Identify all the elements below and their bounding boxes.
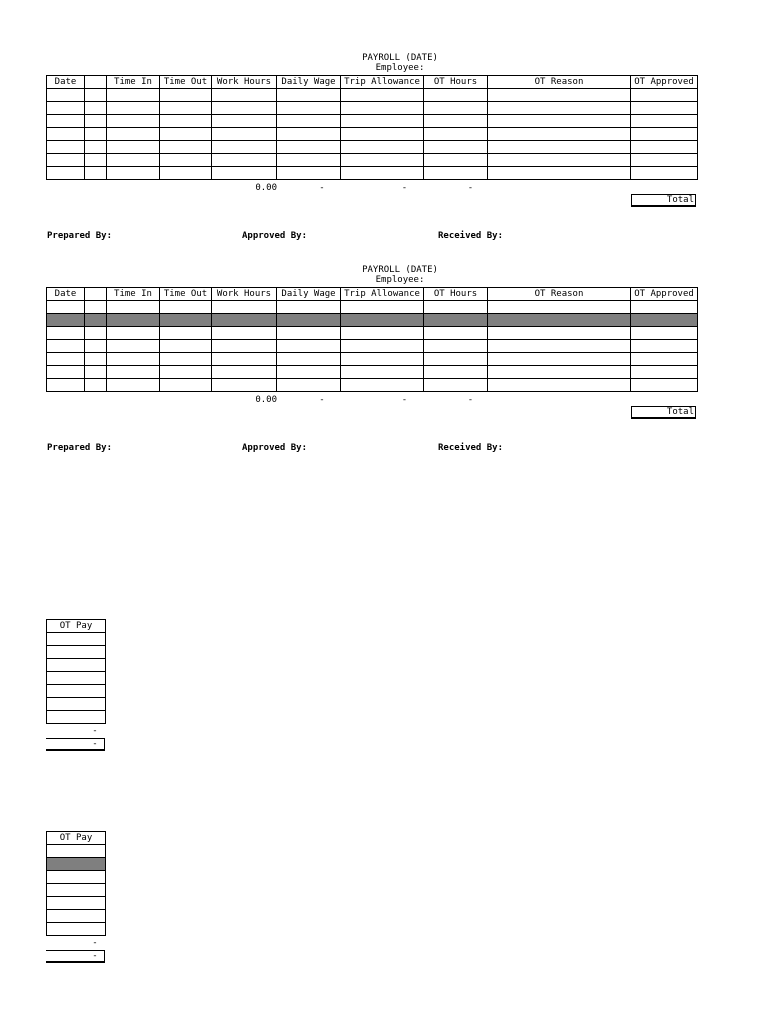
table-cell[interactable] bbox=[107, 366, 160, 379]
table-cell[interactable] bbox=[341, 167, 424, 180]
table-cell[interactable] bbox=[631, 314, 698, 327]
table-cell[interactable] bbox=[85, 353, 107, 366]
table-cell[interactable] bbox=[160, 379, 212, 392]
table-cell[interactable] bbox=[424, 154, 488, 167]
table-cell[interactable] bbox=[212, 167, 277, 180]
table-cell[interactable] bbox=[631, 379, 698, 392]
table-cell[interactable] bbox=[424, 115, 488, 128]
table-cell[interactable] bbox=[277, 340, 341, 353]
table-row[interactable] bbox=[47, 672, 106, 685]
table-cell[interactable] bbox=[424, 340, 488, 353]
table-cell[interactable] bbox=[631, 102, 698, 115]
column-header-ot-approved: OT Approved bbox=[631, 76, 698, 89]
table-row[interactable] bbox=[47, 366, 698, 379]
table-cell[interactable] bbox=[107, 89, 160, 102]
table-cell[interactable] bbox=[424, 141, 488, 154]
table-cell[interactable] bbox=[631, 141, 698, 154]
received-by-label: Received By: bbox=[438, 231, 504, 241]
table-cell[interactable] bbox=[424, 353, 488, 366]
table-row[interactable] bbox=[47, 353, 698, 366]
table-cell[interactable] bbox=[277, 327, 341, 340]
prepared-by-label: Prepared By: bbox=[47, 231, 113, 241]
table-row[interactable] bbox=[47, 685, 106, 698]
table-cell[interactable] bbox=[85, 167, 107, 180]
work-hours-total: 0.00 bbox=[255, 395, 277, 405]
table-cell[interactable] bbox=[212, 128, 277, 141]
table-cell[interactable] bbox=[85, 89, 107, 102]
total-box: Total bbox=[631, 194, 696, 207]
table-cell[interactable] bbox=[212, 327, 277, 340]
table-cell[interactable] bbox=[424, 314, 488, 327]
table-cell[interactable] bbox=[341, 353, 424, 366]
table-cell[interactable] bbox=[488, 340, 631, 353]
column-header-ot-reason: OT Reason bbox=[488, 76, 631, 89]
table-row[interactable] bbox=[47, 379, 698, 392]
table-cell[interactable] bbox=[47, 672, 106, 685]
column-header-daily-wage: Daily Wage bbox=[277, 288, 341, 301]
table-row[interactable] bbox=[47, 646, 106, 659]
table-cell[interactable] bbox=[85, 301, 107, 314]
table-cell[interactable] bbox=[341, 115, 424, 128]
table-cell[interactable] bbox=[47, 685, 106, 698]
table-cell[interactable] bbox=[47, 115, 85, 128]
table-cell[interactable] bbox=[107, 128, 160, 141]
table-cell[interactable] bbox=[488, 301, 631, 314]
table-cell[interactable] bbox=[47, 327, 85, 340]
table-cell[interactable] bbox=[341, 314, 424, 327]
daily-wage-total: - bbox=[319, 395, 325, 405]
table-cell[interactable] bbox=[47, 711, 106, 724]
table-cell[interactable] bbox=[160, 154, 212, 167]
ot-pay-table bbox=[46, 831, 106, 936]
table-cell[interactable] bbox=[47, 884, 106, 897]
table-cell[interactable] bbox=[488, 314, 631, 327]
table-cell[interactable] bbox=[47, 923, 106, 936]
table-cell[interactable] bbox=[631, 167, 698, 180]
table-cell[interactable] bbox=[424, 128, 488, 141]
column-header-trip-allowance: Trip Allowance bbox=[341, 288, 424, 301]
table-cell[interactable] bbox=[341, 379, 424, 392]
column-header-daily-wage: Daily Wage bbox=[277, 76, 341, 89]
table-row[interactable] bbox=[47, 923, 106, 936]
table-cell[interactable] bbox=[341, 102, 424, 115]
table-cell[interactable] bbox=[631, 115, 698, 128]
table-cell[interactable] bbox=[424, 379, 488, 392]
table-cell[interactable] bbox=[47, 646, 106, 659]
column-header-work-hours: Work Hours bbox=[212, 288, 277, 301]
table-cell[interactable] bbox=[85, 128, 107, 141]
table-cell[interactable] bbox=[488, 353, 631, 366]
approved-by-label: Approved By: bbox=[242, 443, 308, 453]
table-cell[interactable] bbox=[424, 89, 488, 102]
table-cell[interactable] bbox=[85, 115, 107, 128]
table-cell[interactable] bbox=[631, 327, 698, 340]
table-cell[interactable] bbox=[212, 353, 277, 366]
table-cell[interactable] bbox=[107, 353, 160, 366]
column-header-date: Date bbox=[47, 288, 85, 301]
table-cell[interactable] bbox=[277, 128, 341, 141]
table-row[interactable] bbox=[47, 910, 106, 923]
table-cell[interactable] bbox=[85, 141, 107, 154]
table-row-selected[interactable] bbox=[47, 858, 106, 871]
table-row[interactable] bbox=[47, 115, 698, 128]
table-cell[interactable] bbox=[160, 353, 212, 366]
table-cell[interactable] bbox=[107, 314, 160, 327]
table-cell[interactable] bbox=[85, 154, 107, 167]
table-cell[interactable] bbox=[160, 340, 212, 353]
table-cell[interactable] bbox=[277, 379, 341, 392]
table-cell[interactable] bbox=[212, 314, 277, 327]
table-cell[interactable] bbox=[47, 301, 85, 314]
table-cell[interactable] bbox=[277, 141, 341, 154]
table-cell[interactable] bbox=[277, 353, 341, 366]
ot-pay-header: OT Pay bbox=[47, 620, 106, 633]
table-cell[interactable] bbox=[85, 379, 107, 392]
table-cell[interactable] bbox=[160, 167, 212, 180]
table-cell[interactable] bbox=[212, 154, 277, 167]
table-row[interactable] bbox=[47, 167, 698, 180]
employee-label: Employee: bbox=[375, 63, 425, 73]
table-cell[interactable] bbox=[341, 89, 424, 102]
column-header-ot-reason: OT Reason bbox=[488, 288, 631, 301]
table-cell[interactable] bbox=[277, 115, 341, 128]
table-cell[interactable] bbox=[160, 141, 212, 154]
table-cell[interactable] bbox=[341, 154, 424, 167]
prepared-by-label: Prepared By: bbox=[47, 443, 113, 453]
table-cell[interactable] bbox=[47, 366, 85, 379]
ot-pay-total-value: - bbox=[92, 951, 98, 961]
table-cell[interactable] bbox=[212, 366, 277, 379]
table-cell[interactable] bbox=[488, 115, 631, 128]
table-cell[interactable] bbox=[277, 314, 341, 327]
work-hours-total: 0.00 bbox=[255, 183, 277, 193]
table-cell[interactable] bbox=[277, 167, 341, 180]
table-cell[interactable] bbox=[631, 154, 698, 167]
table-cell[interactable] bbox=[277, 366, 341, 379]
table-row[interactable] bbox=[47, 102, 698, 115]
table-cell[interactable] bbox=[424, 327, 488, 340]
table-cell[interactable] bbox=[47, 89, 85, 102]
table-cell[interactable] bbox=[107, 102, 160, 115]
total-box: Total bbox=[631, 406, 696, 419]
table-cell[interactable] bbox=[85, 102, 107, 115]
table-row[interactable] bbox=[47, 154, 698, 167]
column-header-date: Date bbox=[47, 76, 85, 89]
table-cell[interactable] bbox=[107, 154, 160, 167]
column-header-trip-allowance: Trip Allowance bbox=[341, 76, 424, 89]
table-cell[interactable] bbox=[160, 89, 212, 102]
table-cell[interactable] bbox=[85, 314, 107, 327]
table-cell[interactable] bbox=[47, 858, 106, 871]
table-cell[interactable] bbox=[160, 366, 212, 379]
column-header-ot-hours: OT Hours bbox=[424, 288, 488, 301]
table-cell[interactable] bbox=[47, 141, 85, 154]
table-cell[interactable] bbox=[47, 154, 85, 167]
employee-label: Employee: bbox=[375, 275, 425, 285]
table-cell[interactable] bbox=[424, 102, 488, 115]
table-cell[interactable] bbox=[424, 301, 488, 314]
table-cell[interactable] bbox=[47, 340, 85, 353]
table-cell[interactable] bbox=[341, 340, 424, 353]
table-cell[interactable] bbox=[212, 301, 277, 314]
table-header-row bbox=[47, 288, 698, 301]
table-cell[interactable] bbox=[277, 89, 341, 102]
ot-pay-sum bbox=[46, 726, 104, 736]
table-cell[interactable] bbox=[488, 327, 631, 340]
column-header-blank bbox=[85, 288, 107, 301]
table-cell[interactable] bbox=[85, 327, 107, 340]
approved-by-label: Approved By: bbox=[242, 231, 308, 241]
column-header-ot-hours: OT Hours bbox=[424, 76, 488, 89]
column-header-blank bbox=[85, 76, 107, 89]
table-cell[interactable] bbox=[47, 128, 85, 141]
table-cell[interactable] bbox=[107, 340, 160, 353]
table-row[interactable] bbox=[47, 845, 106, 858]
table-row[interactable] bbox=[47, 301, 698, 314]
ot-pay-total-value: - bbox=[92, 739, 98, 749]
table-cell[interactable] bbox=[277, 102, 341, 115]
payroll-table bbox=[46, 75, 698, 180]
table-cell[interactable] bbox=[488, 141, 631, 154]
column-header-ot-approved: OT Approved bbox=[631, 288, 698, 301]
table-cell[interactable] bbox=[212, 141, 277, 154]
table-cell[interactable] bbox=[212, 102, 277, 115]
table-cell[interactable] bbox=[277, 154, 341, 167]
column-header-work-hours: Work Hours bbox=[212, 76, 277, 89]
table-cell[interactable] bbox=[85, 366, 107, 379]
ot-pay-sum bbox=[46, 938, 104, 948]
table-cell[interactable] bbox=[341, 366, 424, 379]
table-cell[interactable] bbox=[47, 871, 106, 884]
table-cell[interactable] bbox=[47, 167, 85, 180]
ot-pay-header: OT Pay bbox=[47, 832, 106, 845]
table-cell[interactable] bbox=[488, 379, 631, 392]
table-row[interactable] bbox=[47, 871, 106, 884]
table-cell[interactable] bbox=[47, 102, 85, 115]
table-cell[interactable] bbox=[107, 379, 160, 392]
table-cell[interactable] bbox=[47, 910, 106, 923]
table-cell[interactable] bbox=[85, 340, 107, 353]
payroll-table bbox=[46, 287, 698, 392]
table-cell[interactable] bbox=[212, 340, 277, 353]
table-cell[interactable] bbox=[488, 128, 631, 141]
table-cell[interactable] bbox=[212, 379, 277, 392]
payroll-title: PAYROLL (DATE) bbox=[362, 265, 438, 275]
table-cell[interactable] bbox=[341, 128, 424, 141]
table-cell[interactable] bbox=[160, 115, 212, 128]
table-cell[interactable] bbox=[47, 659, 106, 672]
ot-hours-total: - bbox=[467, 183, 474, 193]
ot-pay-total-box bbox=[46, 950, 105, 963]
table-row[interactable] bbox=[47, 711, 106, 724]
table-row[interactable] bbox=[47, 633, 106, 646]
table-cell[interactable] bbox=[107, 115, 160, 128]
column-header-time-out: Time Out bbox=[160, 76, 212, 89]
table-row[interactable] bbox=[47, 698, 106, 711]
payroll-title: PAYROLL (DATE) bbox=[362, 53, 438, 63]
table-cell[interactable] bbox=[631, 353, 698, 366]
ot-pay-total-box bbox=[46, 738, 105, 751]
table-cell[interactable] bbox=[107, 327, 160, 340]
table-row[interactable] bbox=[47, 89, 698, 102]
table-cell[interactable] bbox=[212, 115, 277, 128]
table-cell[interactable] bbox=[160, 314, 212, 327]
table-cell[interactable] bbox=[488, 154, 631, 167]
table-row[interactable] bbox=[47, 128, 698, 141]
table-cell[interactable] bbox=[47, 633, 106, 646]
table-cell[interactable] bbox=[107, 301, 160, 314]
table-row[interactable] bbox=[47, 327, 698, 340]
table-cell[interactable] bbox=[47, 353, 85, 366]
table-cell[interactable] bbox=[107, 141, 160, 154]
ot-pay-table bbox=[46, 619, 106, 724]
table-header-row bbox=[47, 76, 698, 89]
table-cell[interactable] bbox=[47, 314, 85, 327]
table-cell[interactable] bbox=[160, 327, 212, 340]
table-cell[interactable] bbox=[107, 167, 160, 180]
table-cell[interactable] bbox=[424, 366, 488, 379]
table-cell[interactable] bbox=[488, 366, 631, 379]
table-cell[interactable] bbox=[631, 89, 698, 102]
table-cell[interactable] bbox=[160, 301, 212, 314]
table-cell[interactable] bbox=[47, 897, 106, 910]
ot-pay-sum-value: - bbox=[92, 726, 98, 736]
table-cell[interactable] bbox=[631, 128, 698, 141]
table-cell[interactable] bbox=[631, 366, 698, 379]
table-cell[interactable] bbox=[631, 301, 698, 314]
table-cell[interactable] bbox=[47, 379, 85, 392]
ot-hours-total: - bbox=[467, 395, 474, 405]
table-cell[interactable] bbox=[160, 102, 212, 115]
table-cell[interactable] bbox=[488, 89, 631, 102]
trip-allowance-total: - bbox=[401, 395, 408, 405]
table-row[interactable] bbox=[47, 340, 698, 353]
ot-pay-sum-value: - bbox=[92, 938, 98, 948]
table-cell[interactable] bbox=[47, 845, 106, 858]
table-cell[interactable] bbox=[488, 102, 631, 115]
table-row[interactable] bbox=[47, 884, 106, 897]
column-header-time-in: Time In bbox=[107, 76, 160, 89]
table-cell[interactable] bbox=[341, 301, 424, 314]
table-cell[interactable] bbox=[212, 89, 277, 102]
table-row[interactable] bbox=[47, 141, 698, 154]
table-cell[interactable] bbox=[488, 167, 631, 180]
column-header-time-in: Time In bbox=[107, 288, 160, 301]
table-cell[interactable] bbox=[631, 340, 698, 353]
received-by-label: Received By: bbox=[438, 443, 504, 453]
table-row-selected[interactable] bbox=[47, 314, 698, 327]
table-cell[interactable] bbox=[341, 327, 424, 340]
table-cell[interactable] bbox=[277, 301, 341, 314]
table-cell[interactable] bbox=[47, 698, 106, 711]
daily-wage-total: - bbox=[319, 183, 325, 193]
table-row[interactable] bbox=[47, 659, 106, 672]
trip-allowance-total: - bbox=[401, 183, 408, 193]
table-cell[interactable] bbox=[160, 128, 212, 141]
table-row[interactable] bbox=[47, 897, 106, 910]
column-header-time-out: Time Out bbox=[160, 288, 212, 301]
table-cell[interactable] bbox=[341, 141, 424, 154]
table-cell[interactable] bbox=[424, 167, 488, 180]
